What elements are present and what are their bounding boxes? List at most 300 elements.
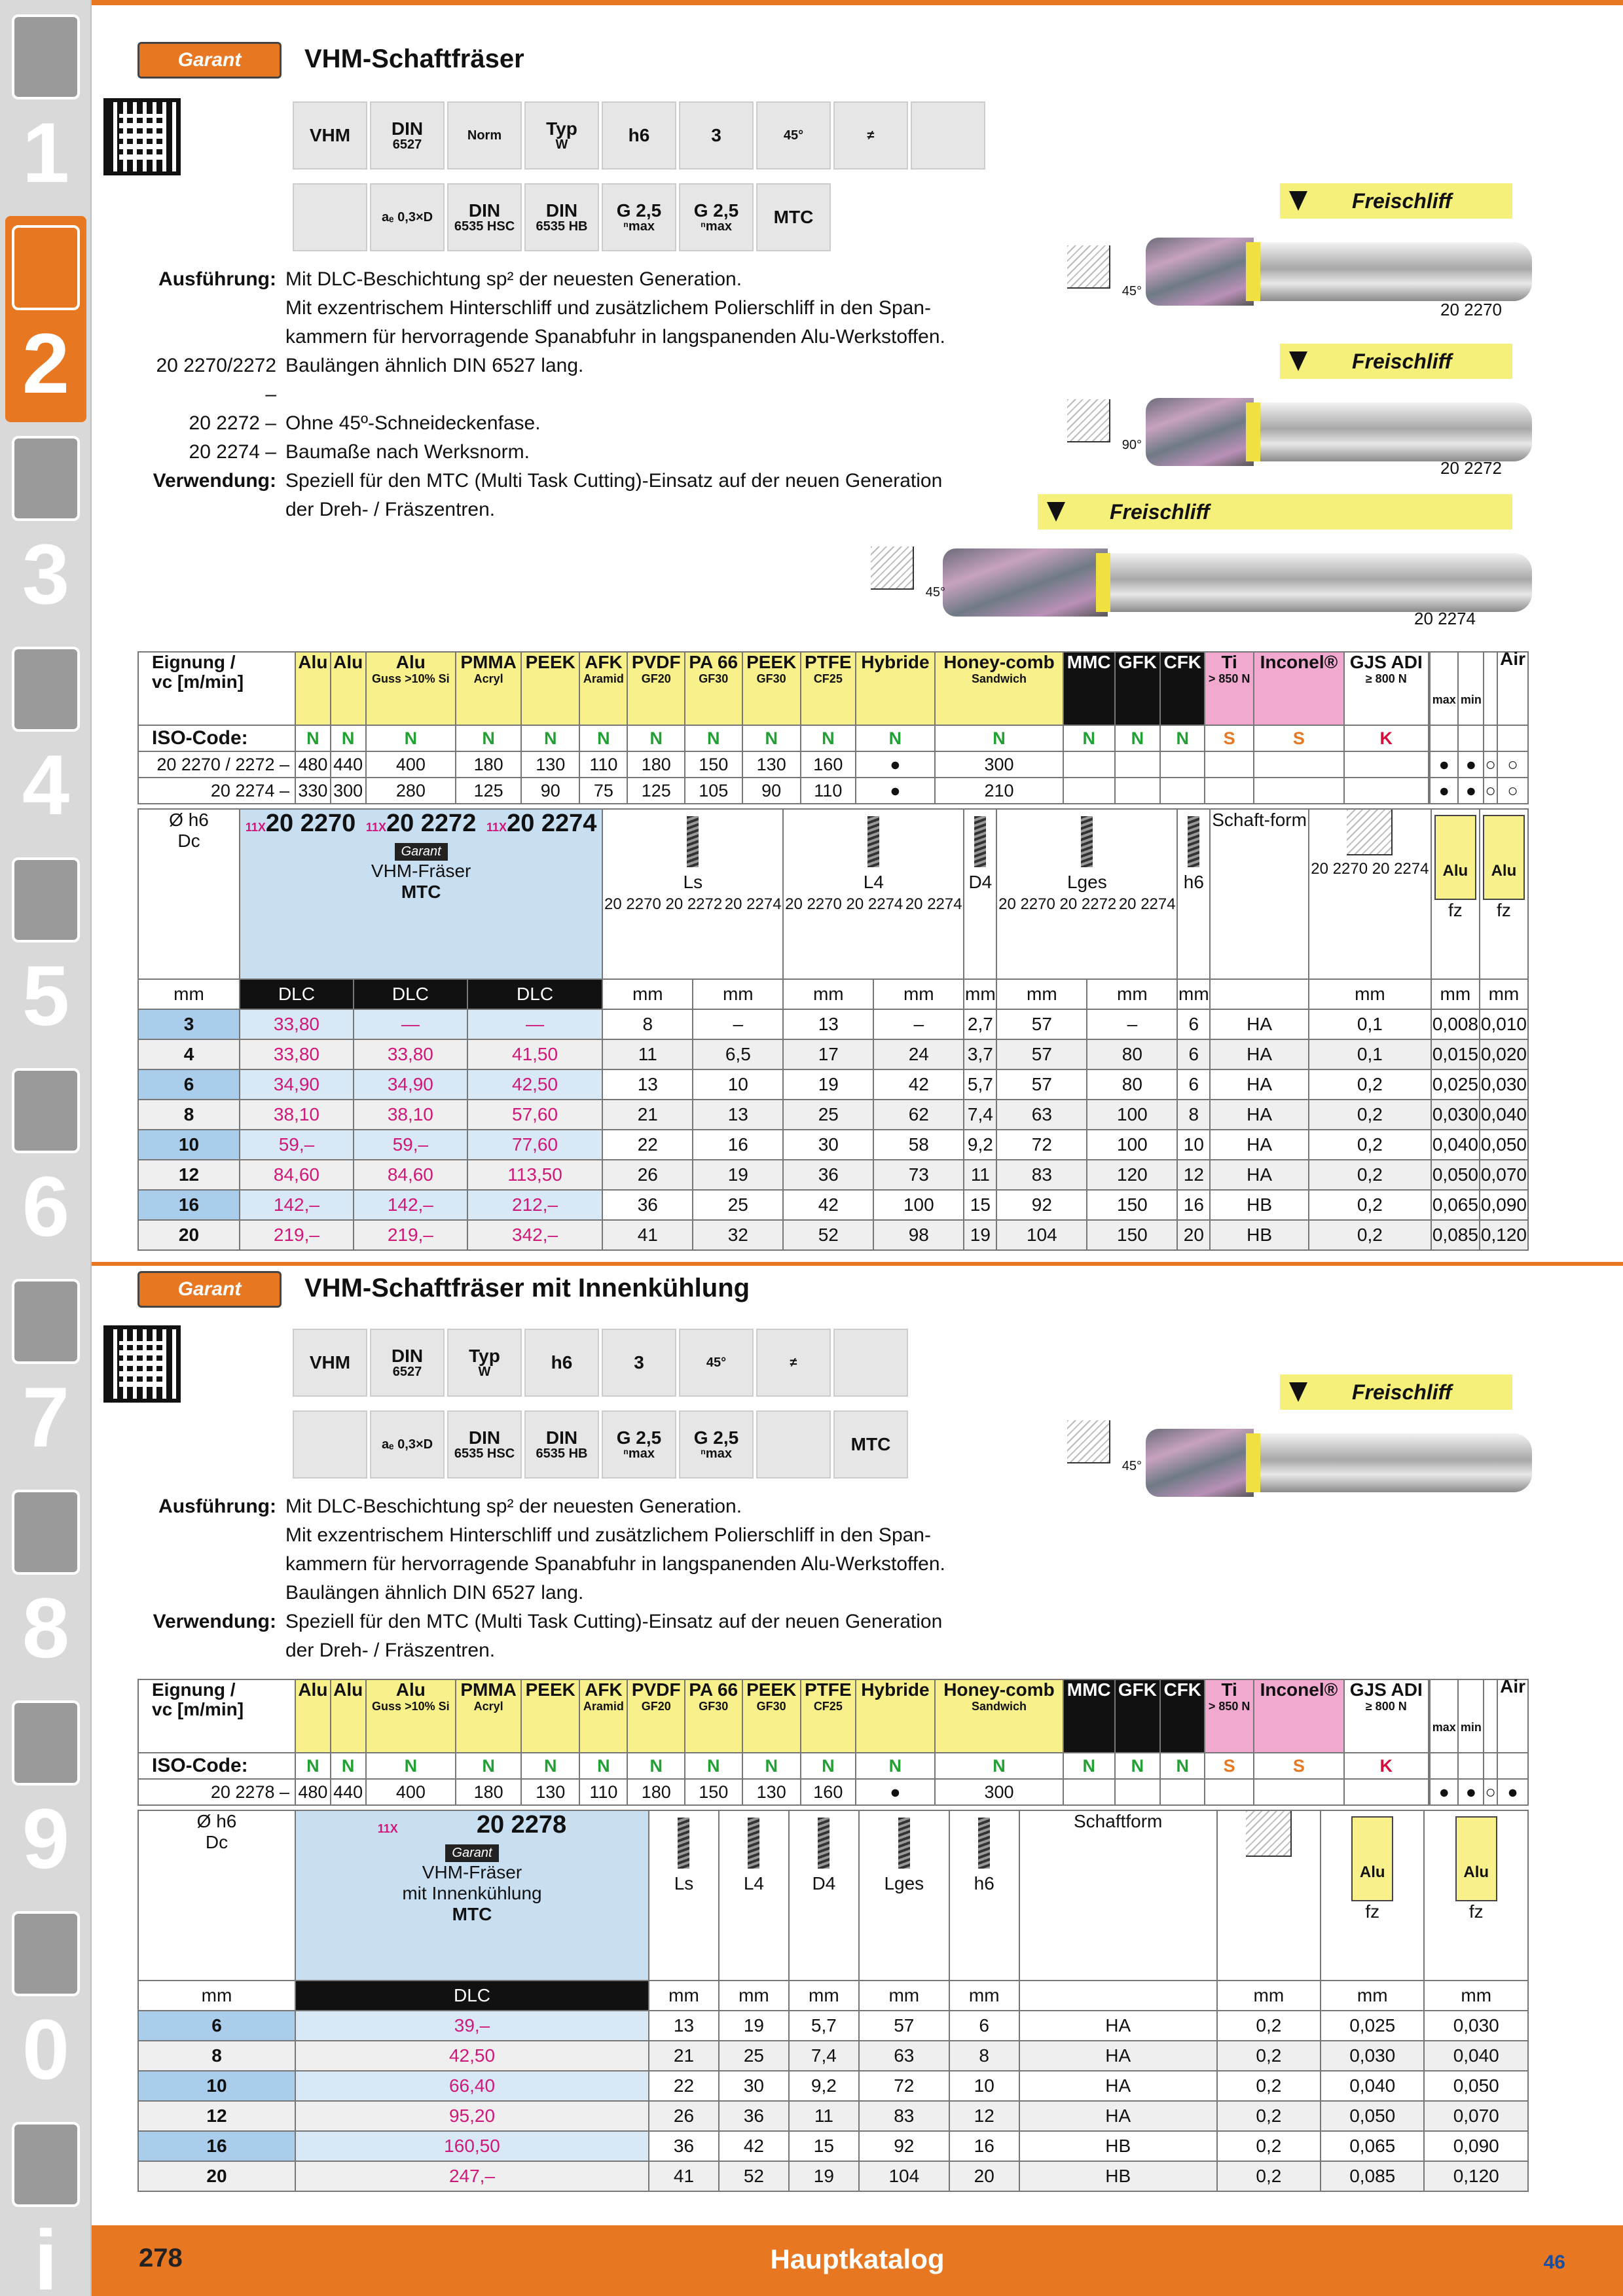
unit: mm [1480,979,1528,1009]
value-cell: 63 [996,1100,1087,1130]
cutting-speed [1205,751,1254,778]
value-cell: 0,020 [1480,1039,1528,1069]
freischliff-label: Freischliff [1280,183,1512,219]
iso-code: S [1254,725,1344,751]
table-row [138,2101,1528,2131]
value-cell: 57 [859,2011,949,2041]
table-row [138,1100,1528,1130]
material-inconel: Inconel® [1254,652,1344,725]
diameter-cell: 16 [138,2131,295,2161]
coolant-mark: ● [1430,1779,1458,1805]
value-cell: 120 [1087,1160,1177,1190]
chapter-icon [12,436,80,521]
material-alu: Alu [295,1679,331,1753]
value-cell: HA [1019,2011,1217,2041]
qr-code-icon[interactable] [103,98,181,175]
iso-code: N [1063,725,1115,751]
description-line [149,323,1000,351]
freischliff-label: Freischliff [1280,344,1512,379]
value-cell: HA [1210,1009,1309,1039]
value-cell: 11 [602,1039,693,1069]
material-pvdf: PVDF GF20 [627,652,685,725]
iso-empty [1430,1753,1458,1779]
cutting-speed: ● [856,778,935,804]
price-cell: 84,60 [240,1160,354,1190]
sidebar-tab-i[interactable] [5,2113,86,2296]
iso-code: N [685,725,742,751]
value-cell: 32 [693,1220,783,1250]
diameter-cell: 6 [138,2011,295,2041]
price-cell: 142,– [354,1190,467,1220]
value-cell: 13 [649,2011,719,2041]
ring [1246,403,1260,461]
value-cell: 13 [783,1009,873,1039]
price-cell: 33,80 [240,1039,354,1069]
value-cell: 8 [602,1009,693,1039]
sidebar-tab-2[interactable] [5,216,86,422]
sidebar-tab-6[interactable] [5,1059,86,1265]
cutting-speed: 400 [366,751,456,778]
value-cell: 0,010 [1480,1009,1528,1039]
section-title: VHM-Schaftfräser mit Innenkühlung [304,1274,750,1302]
price-cell: 66,40 [295,2071,649,2101]
arrow-icon [1047,502,1065,522]
price-cell: 34,90 [354,1069,467,1100]
material-mmc: MMC [1063,652,1115,725]
sidebar-tab-4[interactable] [5,637,86,844]
pictogram: 3 [602,1329,676,1397]
iso-code: N [295,1753,331,1779]
value-cell: 0,050 [1431,1160,1480,1190]
value-cell: 25 [693,1190,783,1220]
dimension-h6 [949,1810,1019,1981]
description-label [149,1521,285,1550]
cutting-speed: 480 [295,1779,331,1805]
value-cell: 15 [964,1190,996,1220]
material-peek: PEEK GF30 [742,652,801,725]
value-cell: 20 [1177,1220,1210,1250]
tag: 11X [377,1822,398,1835]
diameter-cell: 8 [138,1100,240,1130]
value-cell: 0,050 [1480,1130,1528,1160]
iso-code: N [331,725,366,751]
value-cell: 13 [602,1069,693,1100]
cutting-speed: 150 [685,1779,742,1805]
flute [1146,238,1254,306]
cutting-speed: 440 [331,1779,366,1805]
pictogram: MTC [833,1410,908,1479]
article-number: 20 2274 [1414,609,1476,628]
arrow-icon [1289,351,1307,371]
iso-code: N [1115,1753,1161,1779]
pictogram: Norm [447,101,522,170]
coolant-mark: ● [1458,751,1484,778]
cutting-speed: 110 [579,1779,627,1805]
article-ref: 20 2270 20 2272 [604,895,723,913]
value-cell: 0,025 [1321,2011,1424,2041]
suitability-label [138,652,295,725]
sidebar-tab-3[interactable] [5,427,86,633]
description-label [149,1579,285,1607]
cutting-speed: 90 [521,778,579,804]
coolant-mark: ● [1430,751,1458,778]
unit: mm [949,1981,1019,2011]
value-cell: 100 [873,1190,964,1220]
unit: mm [783,979,873,1009]
price-cell: 113,50 [467,1160,602,1190]
chapter-icon [12,1700,80,1785]
cutting-speed: 330 [295,778,331,804]
pictogram: aₑ 0,3×D [370,1410,445,1479]
shank-form-header: Schaft-form [1210,809,1309,979]
description-line [149,1492,1000,1521]
pictogram: h6 [602,101,676,170]
chapter-icon [12,225,80,310]
chapter-icon [12,857,80,942]
chamfer-icon [1347,810,1393,855]
iso-row [138,725,1528,751]
price-cell: 41,50 [467,1039,602,1069]
value-cell: 16 [949,2131,1019,2161]
value-cell: 19 [719,2011,789,2041]
value-cell: 0,030 [1424,2011,1528,2041]
label-line: vc [m/min] [152,1699,244,1719]
value-cell: 62 [873,1100,964,1130]
description-label [149,495,285,524]
chapter-number: 4 [22,737,70,833]
description-text: Mit DLC-Beschichtung sp² der neuesten Generation. [285,268,742,290]
chapter-number: 7 [22,1369,70,1465]
value-cell: 6 [1177,1039,1210,1069]
material-pmma: PMMA Acryl [456,652,521,725]
table-row [138,2131,1528,2161]
iso-code: N [801,725,856,751]
iso-code: S [1205,725,1254,751]
article-number: 11X 20 2278 [377,1811,567,1839]
description-line [149,351,1000,409]
value-cell: 0,090 [1480,1190,1528,1220]
unit: mm [1087,979,1177,1009]
value-cell: 19 [789,2161,859,2191]
iso-empty [1430,725,1458,751]
chapter-number: 1 [22,105,70,200]
value-cell: 15 [789,2131,859,2161]
unit: mm [996,979,1087,1009]
price-cell: 219,– [240,1220,354,1250]
cutting-speed: 75 [579,778,627,804]
cutting-speed: 400 [366,1779,456,1805]
value-cell: 7,4 [964,1100,996,1130]
value-cell: 16 [1177,1190,1210,1220]
value-cell: 22 [649,2071,719,2101]
cutting-speed [1160,1779,1205,1805]
value-cell: 26 [649,2101,719,2131]
value-cell: 52 [719,2161,789,2191]
pictogram [911,101,985,170]
description-label: Verwendung: [153,1611,276,1632]
article-ref: 20 2270 20 2274 [785,895,903,913]
coolant-cell: Air [1497,652,1528,725]
article-ref: 20 2274 [905,895,962,913]
tool-name: mit Innenkühlung [402,1883,542,1903]
iso-row [138,1753,1528,1779]
value-cell: 30 [719,2071,789,2101]
unit: mm [693,979,783,1009]
pictogram: DIN 6535 HSC [447,183,522,251]
value-cell: 0,2 [1309,1130,1431,1160]
cutting-speed [1063,1779,1115,1805]
price-cell: 342,– [467,1220,602,1250]
chapter-icon [12,1911,80,1996]
material-peek: PEEK [521,1679,579,1753]
description-text: Speziell für den MTC (Multi Task Cutting)-Einsatz auf der neuen Generation [285,470,943,492]
coolant-mark: ○ [1497,751,1528,778]
table-row [138,2041,1528,2071]
chapter-number: i [33,2212,58,2296]
unit: mm [1217,1981,1321,2011]
dimension-symbol: L4 [863,872,884,892]
material-afk: AFK Aramid [579,652,627,725]
unit-empty [1210,979,1309,1009]
table-row [138,2071,1528,2101]
iso-code: N [456,1753,521,1779]
price-cell: 212,– [467,1190,602,1220]
article-label: 20 2270 / 2272 – [138,751,295,778]
section-title: VHM-Schaftfräser [304,45,524,73]
angle-icon [1067,399,1142,452]
coolant-mark: ○ [1484,778,1497,804]
chapter-icon [12,1490,80,1575]
chapter-icon [12,14,80,99]
value-cell: 17 [783,1039,873,1069]
dimension-symbol: Lges [1067,872,1107,892]
price-cell: 160,50 [295,2131,649,2161]
value-cell: 12 [949,2101,1019,2131]
value-cell: 0,120 [1424,2161,1528,2191]
description-text: Mit DLC-Beschichtung sp² der neuesten Generation. [285,1496,742,1517]
value-cell: 104 [996,1220,1087,1250]
cutting-speed: 210 [935,778,1063,804]
sidebar-tab-7[interactable] [5,1270,86,1476]
sidebar-tab-9[interactable] [5,1691,86,1897]
unit: mm [1321,1981,1424,2011]
article-ref: 20 2270 20 2272 [998,895,1117,913]
page-index: 46 [1543,2251,1565,2273]
label-line: Eignung / [152,1679,236,1700]
description-label [149,1636,285,1665]
value-cell: 6 [1177,1009,1210,1039]
value-cell: 12 [1177,1160,1210,1190]
cutting-speed: 280 [366,778,456,804]
chapter-number: 0 [22,2001,70,2097]
cutting-speed [1205,778,1254,804]
dimension-header [138,1810,1528,1981]
sidebar-tab-0[interactable] [5,1902,86,2108]
dimension-symbol: h6 [974,1873,994,1893]
description-label [149,294,285,323]
iso-code: N [627,725,685,751]
value-cell: 0,040 [1424,2041,1528,2071]
iso-label: ISO-Code: [138,1753,295,1779]
value-cell: 3,7 [964,1039,996,1069]
dimension-h6 [1177,809,1210,979]
cutting-speed: 180 [456,1779,521,1805]
unit: mm [602,979,693,1009]
material-gfk: GFK [1115,652,1161,725]
chamfer-icon [1246,1811,1292,1857]
description-line [149,1521,1000,1550]
value-cell: HB [1019,2131,1217,2161]
material-inconel: Inconel® [1254,1679,1344,1753]
end-mill-image [943,537,1532,615]
material-alu: Alu [295,652,331,725]
iso-code: K [1344,1753,1429,1779]
dimension-symbol: h6 [1183,872,1204,892]
angle-icon [871,547,945,600]
material-peek: PEEK GF30 [742,1679,801,1753]
table-row [138,1130,1528,1160]
chapter-sidebar [0,0,92,2296]
dimension-l4 [719,1810,789,1981]
value-cell: 25 [719,2041,789,2071]
iso-code: N [1160,1753,1205,1779]
suitability-header [138,652,1528,725]
value-cell: 10 [693,1069,783,1100]
cutting-speed: 130 [521,1779,579,1805]
value-cell: 0,2 [1309,1220,1431,1250]
unit-row [138,979,1528,1009]
value-cell: 0,030 [1321,2041,1424,2071]
dimension-table [137,808,1529,1251]
tool-dim-icon [867,816,879,867]
shank [1246,242,1532,301]
value-cell: 0,030 [1431,1100,1480,1130]
value-cell: 19 [693,1160,783,1190]
price-cell: 38,10 [354,1100,467,1130]
flute [1146,398,1254,466]
table-row [138,1009,1528,1039]
iso-empty [1484,1753,1497,1779]
cutting-speed [1115,751,1161,778]
sidebar-tab-8[interactable] [5,1480,86,1687]
value-cell: 0,2 [1217,2101,1321,2131]
pictogram [833,1329,908,1397]
value-cell: 57 [996,1069,1087,1100]
cutting-speed [1254,751,1344,778]
alu-icon: Alu [1455,1816,1497,1901]
freischliff-label: Freischliff [1280,1374,1512,1410]
value-cell: 2,7 [964,1009,996,1039]
price-cell: 84,60 [354,1160,467,1190]
material-pa66: PA 66 GF30 [685,652,742,725]
angle-value: 45° [1122,1459,1142,1473]
material-ti: Ti > 850 N [1205,1679,1254,1753]
chapter-icon [12,1279,80,1364]
iso-code: N [801,1753,856,1779]
value-cell: 22 [602,1130,693,1160]
sidebar-tab-1[interactable] [5,5,86,211]
value-cell: 26 [602,1160,693,1190]
price-cell: 39,– [295,2011,649,2041]
diameter-cell: 3 [138,1009,240,1039]
diameter-cell: 12 [138,1160,240,1190]
feed-symbol: fz [1448,900,1463,920]
coolant-cell: Air [1497,1679,1528,1753]
cutting-speed [1063,751,1115,778]
value-cell: 7,4 [789,2041,859,2071]
value-cell: 16 [693,1130,783,1160]
description-line [149,1607,1000,1636]
shank [1246,1433,1532,1492]
sidebar-tab-5[interactable] [5,848,86,1054]
article-label: 20 2278 – [138,1779,295,1805]
value-cell: HA [1210,1160,1309,1190]
value-cell: 83 [996,1160,1087,1190]
unit-row [138,1981,1528,2011]
qr-code-icon[interactable] [103,1325,181,1403]
value-cell: 25 [783,1100,873,1130]
article-block [240,809,602,979]
dimension-symbol: L4 [743,1873,764,1893]
coolant-mark: ○ [1484,751,1497,778]
tool-dim-icon [1081,816,1093,867]
table-row [138,1069,1528,1100]
table-row [138,2161,1528,2191]
cutting-speed: 300 [935,1779,1063,1805]
value-cell: HA [1210,1130,1309,1160]
diameter-header: Ø h6 Dc [138,809,240,979]
iso-code: N [579,725,627,751]
cutting-speed: ● [856,751,935,778]
value-cell: 20 [949,2161,1019,2191]
value-cell: 11 [964,1160,996,1190]
value-cell: 42 [783,1190,873,1220]
unit: mm [789,1981,859,2011]
value-cell: 5,7 [789,2011,859,2041]
iso-label: ISO-Code: [138,725,295,751]
material-mmc: MMC [1063,1679,1115,1753]
price-cell: — [467,1009,602,1039]
description-block [149,1492,1000,1665]
value-cell: 100 [1087,1100,1177,1130]
feed-header [1480,809,1528,979]
mtc-label: MTC [401,882,441,902]
garant-logo: Garant [395,843,448,861]
cutting-speed [1254,778,1344,804]
article-label: 20 2274 – [138,778,295,804]
table-row [138,2011,1528,2041]
price-cell: 247,– [295,2161,649,2191]
material-pvdf: PVDF GF20 [627,1679,685,1753]
value-cell: 0,070 [1424,2101,1528,2131]
description-text: kammern für hervorragende Spanabfuhr in langspanenden Alu-Werkstoffen. [285,1553,945,1575]
value-cell: 42 [873,1069,964,1100]
price-cell: 95,20 [295,2101,649,2131]
diameter-header: Ø h6 Dc [138,1810,295,1981]
chapter-icon [12,1068,80,1153]
freischliff-label: Freischliff [1038,494,1512,529]
chapter-number: 5 [22,948,70,1043]
cutting-speed: 90 [742,778,801,804]
cutting-speed: 125 [627,778,685,804]
chapter-number: 3 [22,526,70,622]
article-number: 20 2272 [1440,458,1502,478]
tool-dim-icon [818,1818,830,1869]
value-cell: 63 [859,2041,949,2071]
value-cell: 0,085 [1321,2161,1424,2191]
pictogram: h6 [524,1329,599,1397]
material-afk: AFK Aramid [579,1679,627,1753]
